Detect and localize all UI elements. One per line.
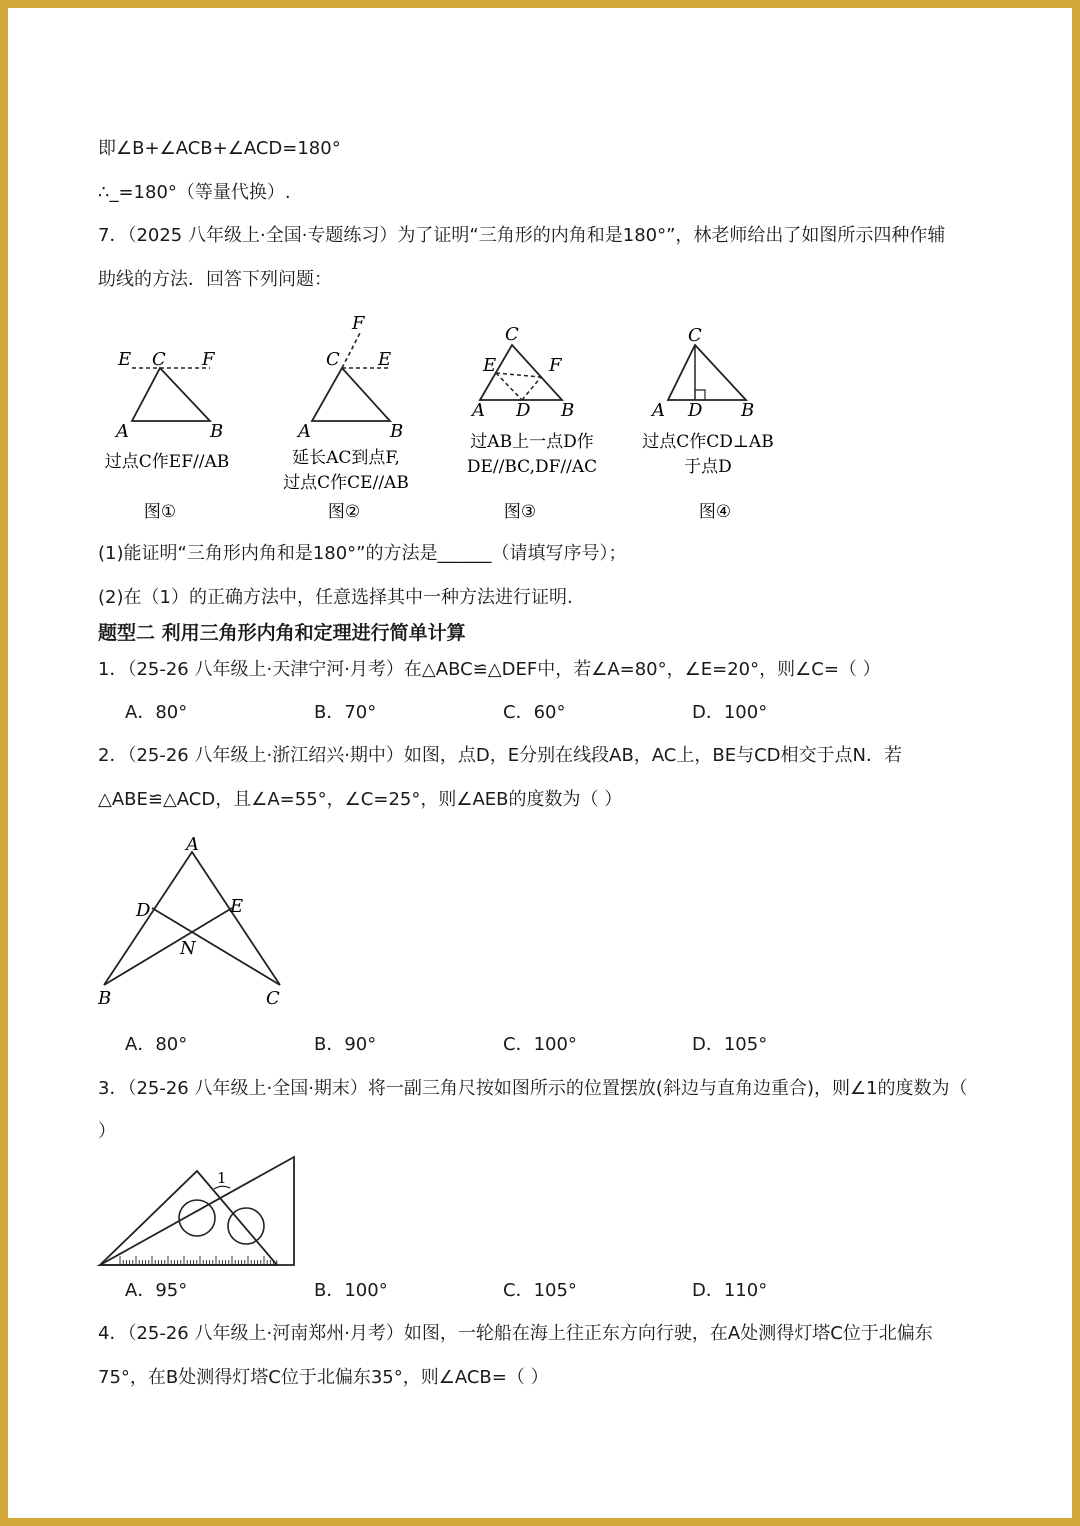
fig1-label-c: C (152, 349, 166, 370)
q3-option-a: A．95° (125, 1280, 188, 1301)
fig3-label-b: B (561, 400, 575, 421)
fig4-label-b: B (741, 400, 755, 421)
q7-figure-3 (467, 324, 597, 522)
fig3-tag: 图③ (503, 502, 537, 522)
q2-stem-line-2: △ABE≌△ACD，且∠A=55°，∠C=25°，则∠AEB的度数为（ ） (98, 789, 623, 810)
q3-option-d: D．110° (692, 1280, 768, 1301)
fig4-caption-line-1: 过点C作CD⊥AB (642, 432, 774, 452)
q1-option-a: A．80° (125, 702, 188, 723)
fig1-label-b: B (210, 421, 224, 442)
q3-ruler-ticks (120, 1256, 277, 1265)
fig3-caption-line-1: 过AB上一点D作 (470, 432, 594, 452)
fig4-label-d: D (688, 400, 703, 421)
fig3-label-e: E (483, 355, 497, 376)
q2-label-a: A (186, 834, 199, 855)
q2-option-a: A．80° (125, 1034, 188, 1055)
q3-option-c: C．105° (503, 1280, 577, 1301)
q7-figure-2 (283, 313, 409, 522)
fig2-caption-line-1: 延长AC到点F, (292, 448, 400, 468)
fig4-label-c: C (688, 325, 702, 346)
fig2-label-f: F (352, 313, 365, 334)
q2-label-d: D (136, 900, 151, 921)
fig2-caption-line-2: 过点C作CE//AB (283, 473, 409, 493)
q7-figure-4 (642, 325, 773, 522)
fig1-tag: 图① (143, 502, 177, 522)
fig3-label-f: F (549, 355, 562, 376)
q2-option-b: B．90° (314, 1034, 377, 1055)
q4-stem-line-2: 75°，在B处测得灯塔C位于北偏东35°，则∠ACB=（ ） (98, 1367, 549, 1388)
fig1-label-f: F (202, 349, 215, 370)
fig2-label-a: A (298, 421, 311, 442)
q3-stem-line-2: ） (98, 1121, 116, 1142)
q3-angle-label-1: 1 (217, 1169, 227, 1187)
q2-option-c: C．100° (503, 1034, 577, 1055)
fig2-label-c: C (326, 349, 340, 370)
fig4-tag: 图④ (698, 502, 732, 522)
q1-stem: 1．（25-26 八年级上·天津宁河·月考）在△ABC≌△DEF中，若∠A=80°，∠E=20°，则∠C=（ ） (98, 659, 881, 680)
q2-label-e: E (230, 896, 244, 917)
q2-label-b: B (98, 988, 112, 1009)
fig3-label-c: C (505, 324, 519, 345)
fig4-label-a: A (652, 400, 665, 421)
q7-figures (90, 305, 810, 535)
q3-stem-line-1: 3．（25-26 八年级上·全国·期末）将一副三角尺按如图所示的位置摆放(斜边与直角边重合)，则∠1的度数为（ (98, 1078, 968, 1099)
fig3-label-d: D (516, 400, 531, 421)
q2-option-d: D．105° (692, 1034, 768, 1055)
fig1-label-e: E (118, 349, 132, 370)
q2-label-n: N (180, 938, 196, 959)
fig3-caption-line-2: DE//BC,DF//AC (466, 457, 598, 477)
q7-stem-line-2: 助线的方法．回答下列问题： (98, 269, 332, 290)
q2-stem-line-1: 2．（25-26 八年级上·浙江绍兴·期中）如图，点D，E分别在线段AB，AC上，BE与CD相交于点N．若 (98, 745, 902, 766)
fig1-label-a: A (116, 421, 129, 442)
fig2-label-b: B (390, 421, 404, 442)
q3-figure (92, 1150, 312, 1275)
prev-line-2: ∴_=180°（等量代换）. (98, 182, 291, 203)
q7-stem-line-1: 7．（2025 八年级上·全国·专题练习）为了证明“三角形的内角和是180°”，林老师给出了如图所示四种作辅 (98, 225, 946, 246)
q1-option-d: D．100° (692, 702, 768, 723)
q2-figure (90, 830, 310, 1015)
q1-option-b: B．70° (314, 702, 377, 723)
q7-sub-question-2: (2)在（1）的正确方法中，任意选择其中一种方法进行证明. (98, 587, 573, 608)
section-title: 题型二 利用三角形内角和定理进行简单计算 (98, 622, 466, 644)
fig2-tag: 图② (327, 502, 361, 522)
q3-option-b: B．100° (314, 1280, 388, 1301)
q7-sub-question-1: (1)能证明“三角形内角和是180°”的方法是______（请填写序号）； (98, 543, 627, 564)
fig4-caption-line-2: 于点D (684, 457, 732, 477)
q7-figure-1 (105, 349, 229, 522)
fig2-label-e: E (378, 349, 392, 370)
prev-line-1: 即∠B+∠ACB+∠ACD=180° (98, 138, 341, 159)
fig1-caption-line-1: 过点C作EF//AB (104, 452, 230, 472)
fig3-label-a: A (472, 400, 485, 421)
q4-stem-line-1: 4．（25-26 八年级上·河南郑州·月考）如图，一轮船在海上往正东方向行驶，在A处测得灯塔C位于北偏东 (98, 1323, 933, 1344)
q1-option-c: C．60° (503, 702, 566, 723)
q2-label-c: C (266, 988, 280, 1009)
